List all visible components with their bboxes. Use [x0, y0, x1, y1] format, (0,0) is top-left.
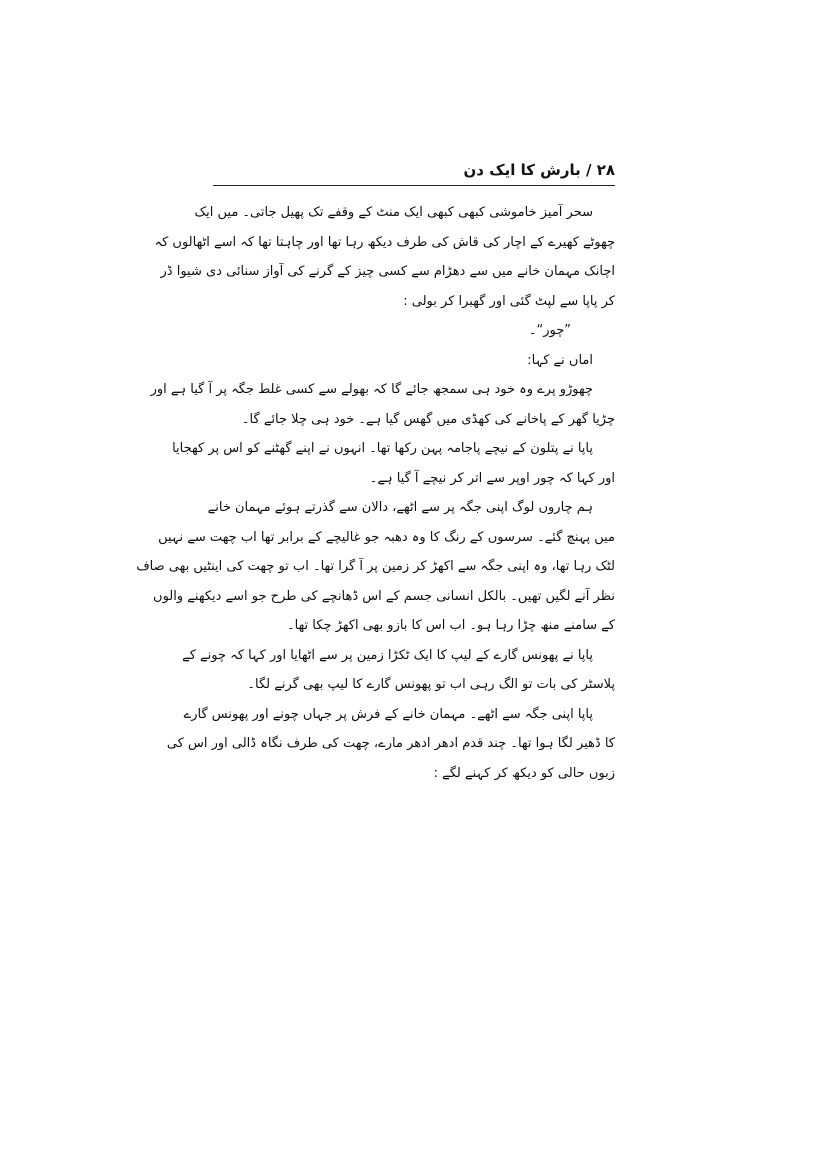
text-line: نظر آنے لگیں تھیں۔ بالکل انسانی جسم کے اس ڈھانچے کی طرح جو اسے دیکھنے والوں: [153, 588, 615, 604]
text-line: پلاسٹر کی بات تو الگ رہی اب تو پھونس گارے کا لیپ بھی گرنے لگا۔: [247, 677, 615, 692]
text-line: پاپا اپنی جگہ سے اٹھے۔ مہمان خانے کے فرش پر جہاں چونے اور پھونس گارے: [183, 706, 593, 722]
text-line: پاپا نے پھونس گارے کے لیپ کا ایک ٹکڑا زمین پر سے اٹھایا اور کہا کہ چونے کے: [182, 647, 593, 663]
text-line: لٹک رہا تھا، وہ اپنی جگہ سے اکھڑ کر زمین پر آ گرا تھا۔ اب تو چھت کی اینٹیں بھی صاف: [136, 559, 615, 574]
text-line: چھوڑو پرے وہ خود ہی سمجھ جائے گا کہ بھولے سے کسی غلط جگہ پر آ گیا ہے اور: [150, 382, 593, 397]
text-line: سحر آمیز خاموشی کبھی کبھی ایک منٹ کے وقفے تک پھیل جاتی۔ میں ایک: [194, 205, 593, 220]
text-line: اماں نے کہا:: [527, 352, 593, 368]
text-line: ہم چاروں لوگ اپنی جگہ پر سے اٹھے، دالان سے گذرتے ہوئے مہمان خانے: [207, 500, 593, 515]
text-line: کا ڈھیر لگا ہوا تھا۔ چند قدم ادھر ادھر مارے، چھت کی طرف نگاہ ڈالی اور اس کی: [166, 736, 615, 751]
text-line: چڑیا گھر کے پاخانے کی کھڈی میں گھس گیا ہے۔ خود ہی چلا جائے گا۔: [241, 411, 615, 427]
text-line: زبوں حالی کو دیکھ کر کہنے لگے :: [433, 765, 615, 781]
text-line: چھوٹے کھیرے کے اچار کی قاش کی طرف دیکھ رہا تھا اور چاہتا تھا کہ اسے اٹھالوں کہ: [154, 234, 615, 250]
text-line: میں پہنچ گئے۔ سرسوں کے رنگ کا وہ دھبہ جو غالیچے کے برابر تھا اب چھت سے نہیں: [158, 529, 615, 545]
header-rule: [213, 185, 615, 186]
running-head: ۲۸ / بارش کا ایک دن: [463, 161, 615, 179]
text-line: اچانک مہمان خانے میں سے دھڑام سے کسی چیز کے گرنے کی آواز سنائی دی شیوا ڈر: [160, 264, 615, 279]
text-line: کر پاپا سے لپٹ گئی اور گھبرا کر بولی :: [403, 293, 615, 309]
text-line: پاپا نے پتلون کے نیچے پاجامہ پہن رکھا تھا۔ انہوں نے اپنے گھٹنے کو اس پر کھجایا: [172, 441, 593, 456]
text-line: ”چور“۔: [528, 323, 571, 338]
text-line: کے سامنے منھ چڑا رہا ہو۔ اب اس کا بازو بھی اکھڑ چکا تھا۔: [286, 618, 615, 633]
body-text: [136, 198, 615, 788]
text-line: اور کہا کہ چور اوپر سے اتر کر نیچے آ گیا ہے۔: [369, 470, 615, 486]
